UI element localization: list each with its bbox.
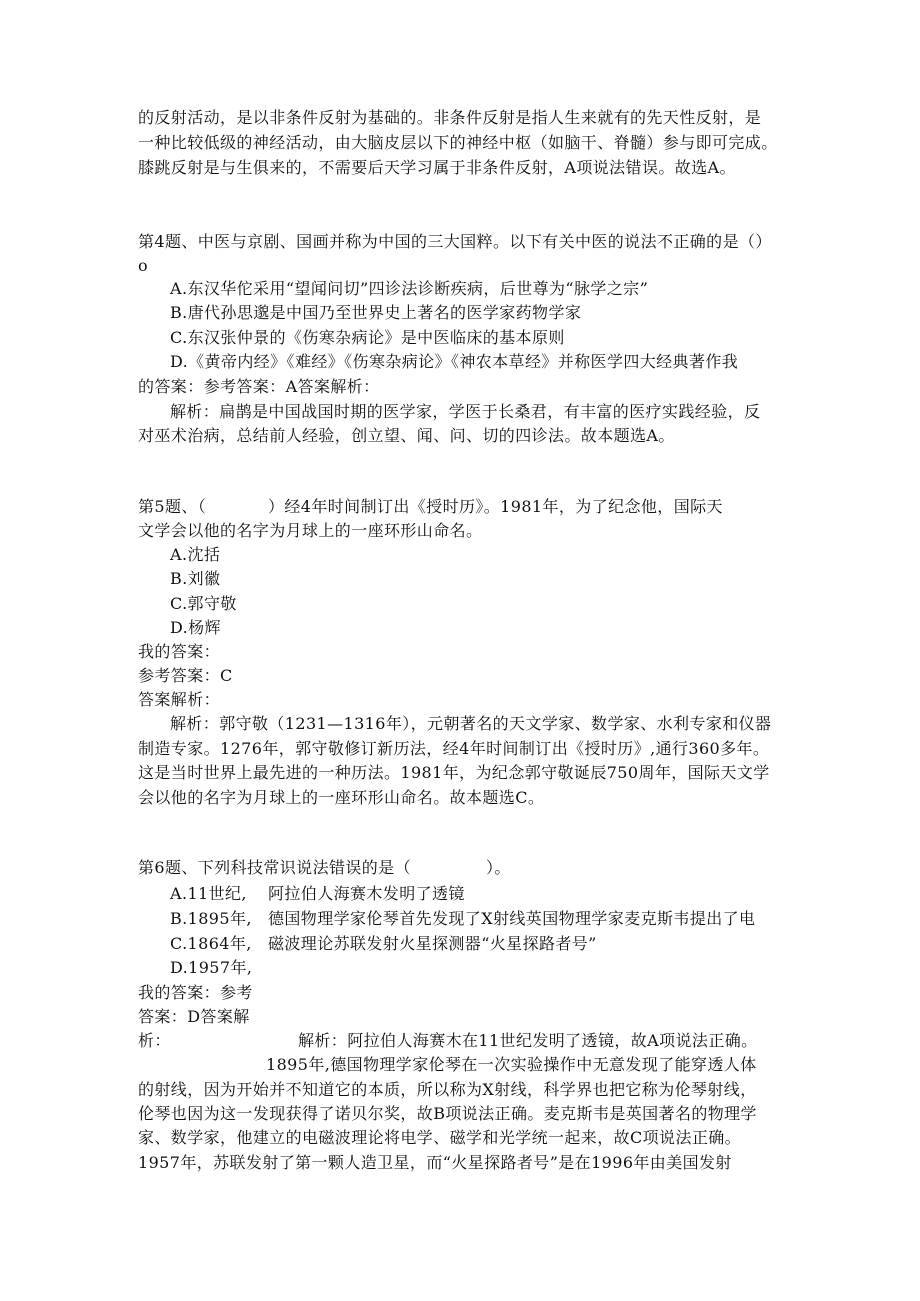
- q4-title-tail: o: [138, 256, 149, 275]
- q4-explanation-1: 解析：扁鹊是中国战国时期的医学家，学医于长桑君，有丰富的医疗实践经验，反: [170, 402, 761, 421]
- q6-option-c-label: C.1864年,: [170, 934, 252, 953]
- q6-answer-1: 我的答案：参考: [138, 983, 253, 1002]
- q5-explanation-1: 解析：郭守敬（1231—1316年），元朝著名的天文学家、数学家、水利专家和仪器: [170, 714, 772, 733]
- q5-explanation-3: 这是当时世界上最先进的一种历法。1981年，为纪念郭守敬诞辰750周年，国际天文学: [138, 763, 770, 782]
- q6-explanation-3: 的射线，因为开始并不知道它的本质，所以称为X射线，科学界也把它称为伦琴射线，: [138, 1080, 757, 1099]
- q6-option-d-label: D.1957年,: [170, 958, 253, 977]
- q6-explanation-5: 家、数学家，他建立的电磁波理论将电学、磁学和光学统一起来，故C项说法正确。: [138, 1128, 742, 1147]
- q5-reference-answer: 参考答案：C: [138, 666, 233, 685]
- q5-option-d: D.杨辉: [170, 618, 221, 637]
- q6-option-a-label: A.11世纪,: [170, 884, 247, 903]
- q6-title-end: ）。: [486, 858, 511, 877]
- q4-option-c: C.东汉张仲景的《伤寒杂病论》是中医临床的基本原则: [170, 328, 565, 347]
- q6-explanation-2: 1895年,德国物理学家伦琴在一次实验操作中无意发现了能穿透人体: [266, 1055, 757, 1074]
- q5-title-end: ）经4年时间制订出《授时历》。1981年，为了纪念他，国际天: [268, 497, 723, 516]
- q6-title-start: 第6题、下列科技常识说法错误的是（: [138, 858, 411, 877]
- q5-option-c: C.郭守敬: [170, 594, 237, 613]
- q4-option-d: D.《黄帝内经》《难经》《伤寒杂病论》《神农本草经》并称医学四大经典著作我: [170, 352, 739, 371]
- q6-option-a-text: 阿拉伯人海赛木发明了透镜: [268, 884, 465, 903]
- q5-my-answer: 我的答案：: [138, 642, 221, 661]
- q6-explanation-6: 1957年，苏联发射了第一颗人造卫星，而“火星探路者号”是在1996年由美国发射: [138, 1153, 732, 1172]
- intro-line-2: 一种比较低级的神经活动，由大脑皮层以下的神经中枢（如脑干、脊髓）参与即可完成。: [138, 133, 778, 152]
- q6-answer-2: 答案：D答案解: [138, 1007, 250, 1026]
- q5-title-line-2: 文学会以他的名字为月球上的一座环形山命名。: [138, 521, 483, 540]
- q5-explanation-label: 答案解析：: [138, 690, 221, 709]
- q5-explanation-4: 会以他的名字为月球上的一座环形山命名。故本题选C。: [138, 788, 545, 807]
- q5-option-a: A.沈括: [170, 545, 221, 564]
- intro-line-1: 的反射活动，是以非条件反射为基础的。非条件反射是指人生来就有的先天性反射，是: [138, 108, 762, 127]
- q6-answer-3: 析：: [138, 1031, 171, 1050]
- q5-title-start: 第5题、（: [138, 497, 207, 516]
- intro-line-3: 膝跳反射是与生俱来的，不需要后天学习属于非条件反射，A项说法错误。故选A。: [138, 158, 736, 177]
- q4-option-a: A.东汉华佗采用“望闻问切”四诊法诊断疾病，后世尊为“脉学之宗”: [170, 279, 649, 298]
- q6-option-b-label: B.1895年,: [170, 909, 252, 928]
- q6-explanation-4: 伦琴也因为这一发现获得了诺贝尔奖，故B项说法正确。麦克斯韦是英国著名的物理学: [138, 1104, 757, 1123]
- q6-option-c-text: 磁波理论苏联发射火星探测器“火星探路者号”: [268, 934, 597, 953]
- q4-title: 第4题、中医与京剧、国画并称为中国的三大国粹。以下有关中医的说法不正确的是（）: [138, 232, 772, 251]
- q5-option-b: B.刘徽: [170, 569, 221, 588]
- q4-option-b: B.唐代孙思邈是中国乃至世界史上著名的医学家药物学家: [170, 303, 582, 322]
- q5-explanation-2: 制造专家。1276年，郭守敬修订新历法，经4年时间制订出《授时历》,通行360多年。: [138, 739, 770, 758]
- q4-explanation-2: 对巫术治病，总结前人经验，创立望、闻、问、切的四诊法。故本题选A。: [138, 426, 675, 445]
- q6-explanation-1: 解析：阿拉伯人海赛木在11世纪发明了透镜，故A项说法正确。: [298, 1031, 758, 1050]
- q4-answer: 的答案：参考答案：A答案解析：: [138, 377, 380, 396]
- q6-option-b-text: 德国物理学家伦琴首先发现了X射线英国物理学家麦克斯韦提出了电: [268, 909, 756, 928]
